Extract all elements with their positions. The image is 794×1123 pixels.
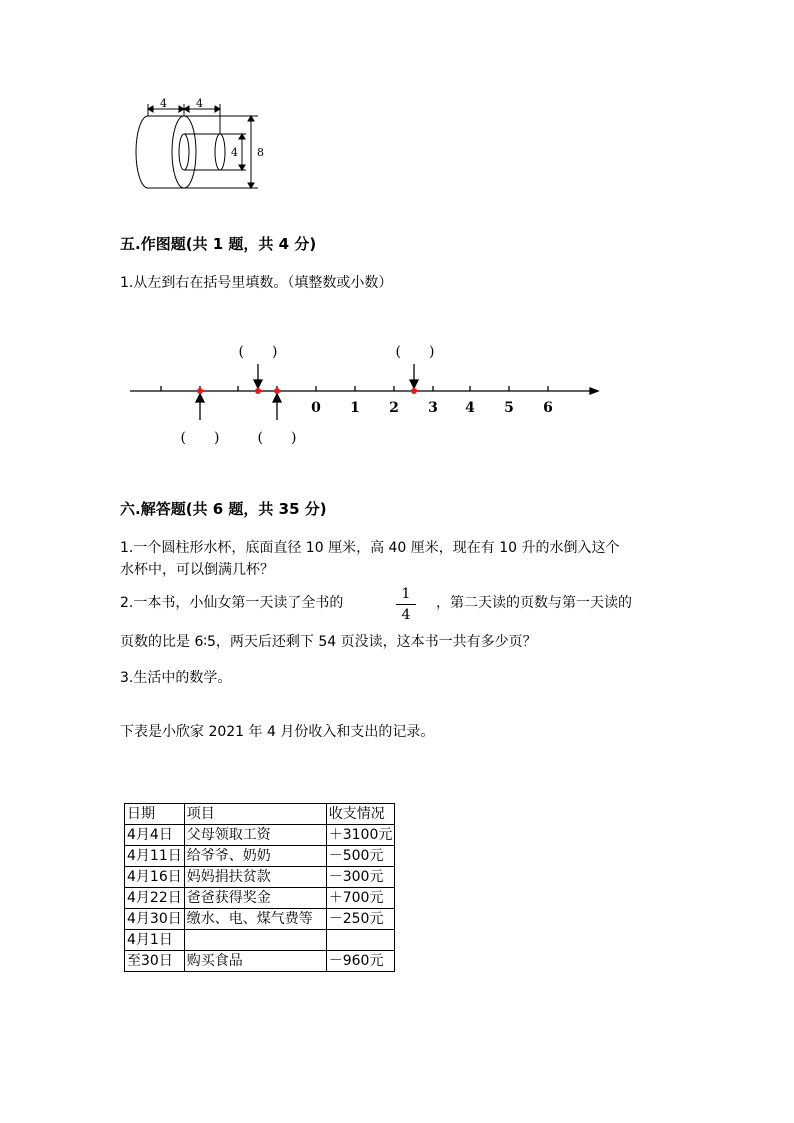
answer-blank[interactable]: ( ) xyxy=(238,344,278,360)
dim-top-right: 4 xyxy=(196,97,203,110)
table-cell: 4月22日 xyxy=(125,888,185,909)
records-table xyxy=(124,803,395,972)
table-cell: －500元 xyxy=(326,846,395,867)
table-header: 日期 xyxy=(125,804,185,825)
table-cell: 购买食品 xyxy=(184,951,326,972)
fraction xyxy=(396,586,416,623)
dim-top-left: 4 xyxy=(160,97,167,110)
table-cell: 4月4日 xyxy=(125,825,185,846)
section6-heading: 六.解答题(共 6 题，共 35 分) xyxy=(120,500,327,518)
table-cell: 父母领取工资 xyxy=(184,825,326,846)
section5-heading: 五.作图题(共 1 题，共 4 分) xyxy=(120,235,317,253)
tick-label: 1 xyxy=(350,400,360,416)
section5-question-1: 1.从左到右在括号里填数。（填整数或小数） xyxy=(120,275,393,291)
table-header: 项目 xyxy=(184,804,326,825)
table-cell: 4月11日 xyxy=(125,846,185,867)
table-intro: 下表是小欣家 2021 年 4 月份收入和支出的记录。 xyxy=(120,724,435,740)
section6-question-1-line-1: 1.一个圆柱形水杯，底面直径 10 厘米，高 40 厘米，现在有 10 升的水倒入这个 xyxy=(120,540,620,556)
table-row xyxy=(125,846,395,867)
section6-question-2-part-2: ，第二天读的页数与第一天读的 xyxy=(436,595,632,611)
table-row xyxy=(125,909,395,930)
table-row xyxy=(125,888,395,909)
point-marker xyxy=(197,388,203,394)
table-header-row xyxy=(125,804,395,825)
number-line xyxy=(120,330,610,450)
fraction-numerator: 1 xyxy=(401,586,411,602)
table-cell: 缴水、电、煤气费等 xyxy=(184,909,326,930)
table-cell: 4月16日 xyxy=(125,867,185,888)
tick-label: 5 xyxy=(504,400,514,416)
tick-label: 4 xyxy=(465,400,475,416)
answer-blank[interactable]: ( ) xyxy=(180,430,220,446)
tick-label: 2 xyxy=(389,400,399,416)
point-marker xyxy=(411,388,417,394)
table-cell: 给爷爷、奶奶 xyxy=(184,846,326,867)
answer-blank[interactable]: ( ) xyxy=(257,430,297,446)
table-cell: ＋3100元 xyxy=(326,825,395,846)
section6-question-2-part-1: 2.一本书，小仙女第一天读了全书的 xyxy=(120,595,344,611)
table-cell: 爸爸获得奖金 xyxy=(184,888,326,909)
tick-label: 6 xyxy=(543,400,553,416)
table-cell xyxy=(184,930,326,951)
section6-question-2-line-2: 页数的比是 6∶5，两天后还剩下 54 页没读，这本书一共有多少页？ xyxy=(120,634,537,650)
table-cell: 4月1日 xyxy=(125,930,185,951)
dim-outer: 8 xyxy=(257,146,264,159)
table-cell: －300元 xyxy=(326,867,395,888)
tick-label: 3 xyxy=(428,400,438,416)
point-marker xyxy=(274,388,280,394)
cylinder-figure xyxy=(118,96,278,196)
table-cell xyxy=(326,930,395,951)
table-row xyxy=(125,867,395,888)
table-cell: －250元 xyxy=(326,909,395,930)
table-cell: 4月30日 xyxy=(125,909,185,930)
table-header: 收支情况 xyxy=(326,804,395,825)
section6-question-3: 3.生活中的数学。 xyxy=(120,670,232,686)
table-row xyxy=(125,825,395,846)
point-marker xyxy=(255,388,261,394)
table-cell: 至30日 xyxy=(125,951,185,972)
fraction-denominator: 4 xyxy=(401,607,411,623)
table-cell: 妈妈捐扶贫款 xyxy=(184,867,326,888)
table-row xyxy=(125,951,395,972)
dim-inner: 4 xyxy=(231,146,238,159)
section6-question-1-line-2: 水杯中，可以倒满几杯？ xyxy=(120,562,274,578)
answer-blank[interactable]: ( ) xyxy=(395,344,435,360)
table-row xyxy=(125,930,395,951)
tick-label: 0 xyxy=(311,400,321,416)
table-cell: ＋700元 xyxy=(326,888,395,909)
table-cell: －960元 xyxy=(326,951,395,972)
